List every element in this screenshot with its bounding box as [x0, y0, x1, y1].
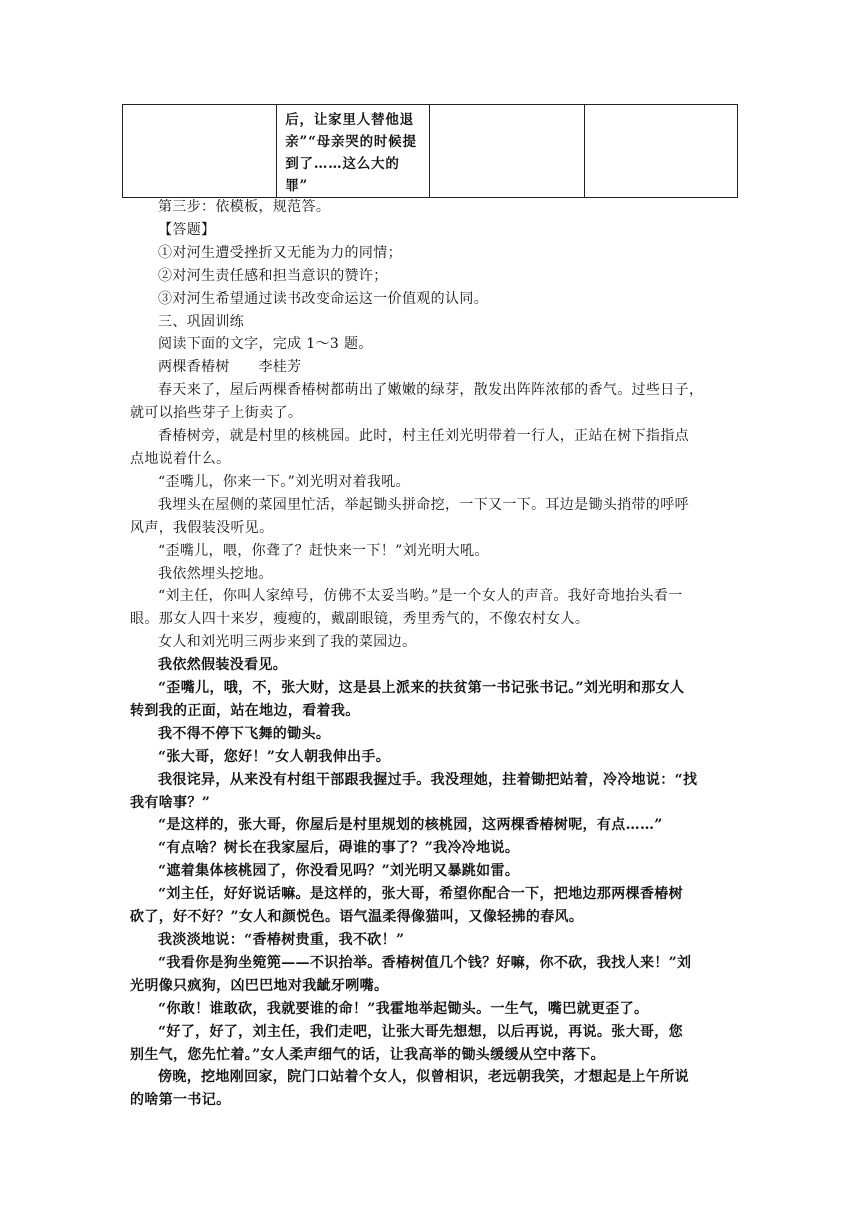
- text-line: 香椿树旁，就是村里的核桃园。此时，村主任刘光明带着一行人，正站在树下指指点: [158, 428, 689, 445]
- paragraph: [130, 1021, 740, 1067]
- text-line: “歪嘴儿，喂，你聋了？赶快来一下！”刘光明大吼。: [158, 542, 489, 559]
- text-line: ②对河生责任感和担当意识的赞许；: [158, 267, 388, 284]
- text-line: 两棵香椿树 李桂芳: [158, 359, 302, 376]
- table-cell: [123, 105, 277, 198]
- text-line: 【答题】: [158, 221, 216, 238]
- text-line: “有点啥？树长在我家屋后，碍谁的事了？”我冷冷地说。: [158, 840, 520, 857]
- text-line: 三、巩固训练: [158, 313, 245, 330]
- text-line: 我很诧异，从来没有村组干部跟我握过手。我没理她，拄着锄把站着，冷冷地说：“找: [158, 771, 698, 788]
- table-cell: [277, 105, 430, 198]
- text-line: 我埋头在屋侧的菜园里忙活，举起锄头拼命挖，一下又一下。耳边是锄头捎带的呼呼: [158, 496, 689, 513]
- text-line: 点地说着什么。: [130, 450, 231, 467]
- text-line: 光明像只疯狗，凶巴巴地对我龇牙咧嘴。: [130, 977, 389, 994]
- text-line: “歪嘴儿，哦，不，张大财，这是县上派来的扶贫第一书记张书记。”刘光明和那女人: [158, 680, 685, 697]
- cell-line: 亲”“母亲哭的时候提: [285, 134, 417, 150]
- paragraph: [130, 196, 740, 219]
- paragraph: [130, 219, 740, 242]
- paragraph: [130, 723, 740, 746]
- cell-line: 后，让家里人替他退: [285, 112, 414, 128]
- text-line: 傍晚，挖地刚回家，院门口站着个女人，似曾相识，老远朝我笑，才想起是上午所说: [158, 1069, 689, 1086]
- paragraph: [130, 265, 740, 288]
- paragraph: [130, 883, 740, 929]
- text-line: “遮着集体核桃园了，你没看见吗？”刘光明又暴跳如雷。: [158, 863, 520, 880]
- text-line: “好了，好了，刘主任，我们走吧，让张大哥先想想，以后再说，再说。张大哥，您: [158, 1023, 684, 1040]
- text-line: “是这样的，张大哥，你屋后是村里规划的核桃园，这两棵香椿树呢，有点……”: [158, 817, 663, 834]
- paragraph: [130, 746, 740, 769]
- text-line: 我不得不停下飞舞的锄头。: [158, 725, 331, 742]
- text-line: 第三步：依模板，规范答。: [158, 199, 331, 215]
- paragraph: [130, 494, 740, 540]
- text-line: 我有啥事？”: [130, 794, 211, 811]
- paragraph: [130, 311, 740, 334]
- paragraph: [130, 356, 740, 379]
- paragraph: [130, 540, 740, 563]
- text-line: 女人和刘光明三两步来到了我的菜园边。: [158, 634, 417, 651]
- text-line: 风声，我假装没听见。: [130, 519, 274, 536]
- paragraph: [130, 379, 740, 425]
- text-line: 转到我的正面，站在地边，看着我。: [130, 702, 360, 719]
- paragraph: [130, 471, 740, 494]
- text-line: 眼。那女人四十来岁，瘦瘦的，戴副眼镜，秀里秀气的，不像农村女人。: [130, 611, 590, 628]
- paragraph: [130, 333, 740, 356]
- paragraph: [130, 952, 740, 998]
- text-line: ①对河生遭受挫折又无能为力的同情；: [158, 244, 402, 261]
- paragraph: [130, 288, 740, 311]
- table-cell-text: [277, 105, 429, 197]
- text-line: 春天来了，屋后两棵香椿树都萌出了嫩嫩的绿芽，散发出阵阵浓郁的香气。过些日子，: [158, 382, 704, 399]
- text-line: “刘主任，好好说话嘛。是这样的，张大哥，希望你配合一下，把地边那两棵香椿树: [158, 886, 684, 903]
- paragraph: [130, 837, 740, 860]
- paragraph: [130, 425, 740, 471]
- paragraph: [130, 1066, 740, 1112]
- paragraph: [130, 563, 740, 586]
- text-line: “刘主任，你叫人家绰号，仿佛不太妥当哟。”是一个女人的声音。我好奇地抬头看一: [158, 588, 683, 605]
- paragraph: [130, 860, 740, 883]
- paragraph: [130, 631, 740, 654]
- text-line: 的啥第一书记。: [130, 1092, 231, 1109]
- paragraph: [130, 242, 740, 265]
- text-line: 阅读下面的文字，完成 1～3 题。: [158, 336, 373, 353]
- text-line: 我依然假装没看见。: [158, 657, 288, 674]
- text-line: 砍了，好不好？”女人和颜悦色。语气温柔得像猫叫，又像轻拂的春风。: [130, 909, 584, 926]
- paragraph: [130, 998, 740, 1021]
- answer-table-fragment: [122, 104, 738, 198]
- text-line: 就可以掐些芽子上街卖了。: [130, 405, 303, 422]
- text-line: 别生气，您先忙着。”女人柔声细气的话，让我高举的锄头缓缓从空中落下。: [130, 1046, 605, 1063]
- paragraph: [130, 677, 740, 723]
- cell-line: 罪”: [285, 178, 309, 194]
- paragraph: [130, 769, 740, 815]
- paragraph: [130, 929, 740, 952]
- table-cell: [584, 105, 737, 198]
- table-row: [123, 105, 738, 198]
- paragraph: [130, 814, 740, 837]
- text-line: “张大哥，您好！”女人朝我伸出手。: [158, 748, 391, 765]
- text-line: ③对河生希望通过读书改变命运这一价值观的认同。: [158, 290, 489, 307]
- text-line: “我看你是狗坐箢篼——不识抬举。香椿树值几个钱？好嘛，你不砍，我找人来！”刘: [158, 954, 692, 971]
- paragraph: [130, 585, 740, 631]
- table-cell: [430, 105, 584, 198]
- text-line: 我依然埋头挖地。: [158, 565, 273, 582]
- body-text: [130, 196, 740, 1112]
- text-line: “你敢！谁敢砍，我就要谁的命！”我霍地举起锄头。一生气，嘴巴就更歪了。: [158, 1000, 649, 1017]
- text-line: “歪嘴儿，你来一下。”刘光明对着我吼。: [158, 473, 410, 490]
- text-line: 我淡淡地说：“香椿树贵重，我不砍！”: [158, 932, 405, 948]
- cell-line: 到了……这么大的: [285, 156, 400, 172]
- paragraph: [130, 654, 740, 677]
